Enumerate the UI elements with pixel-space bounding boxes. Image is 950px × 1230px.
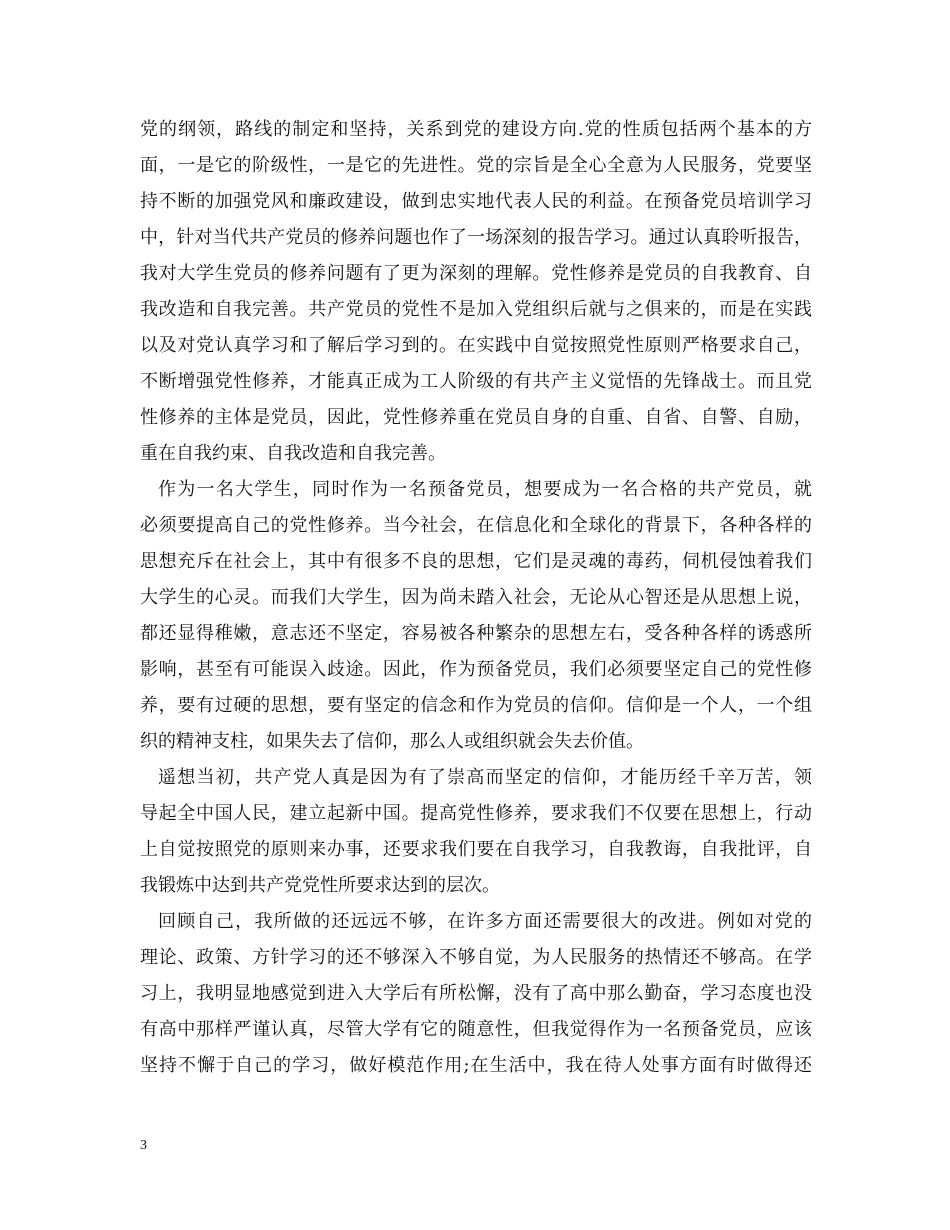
paragraph-1: [140, 112, 812, 472]
paragraph-3: [140, 760, 812, 904]
text-line: 有高中那样严谨认真，尽管大学有它的随意性，但我觉得作为一名预备党员，应该: [140, 1019, 812, 1040]
text-line: 都还显得稚嫩，意志还不坚定，容易被各种繁杂的思想左右，受各种各样的诱惑所: [140, 623, 812, 644]
body-text: [140, 112, 812, 1084]
text-line: 坚持不懈于自己的学习，做好模范作用;在生活中，我在待人处事方面有时做得还: [140, 1055, 812, 1076]
text-line: 不断增强党性修养，才能真正成为工人阶级的有共产主义觉悟的先锋战士。而且党: [140, 371, 812, 392]
text-line: 面，一是它的阶级性，一是它的先进性。党的宗旨是全心全意为人民服务，党要坚: [140, 155, 812, 176]
text-line: 我对大学生党员的修养问题有了更为深刻的理解。党性修养是党员的自我教育、自: [140, 263, 812, 284]
text-line: 理论、政策、方针学习的还不够深入不够自觉，为人民服务的热情还不够高。在学: [140, 947, 812, 968]
text-line: 重在自我约束、自我改造和自我完善。: [140, 443, 446, 464]
text-line: 中，针对当代共产党员的修养问题也作了一场深刻的报告学习。通过认真聆听报告，: [140, 227, 812, 248]
text-line: 思想充斥在社会上，其中有很多不良的思想，它们是灵魂的毒药，伺机侵蚀着我们: [140, 551, 812, 572]
text-line: 习上，我明显地感觉到进入大学后有所松懈，没有了高中那么勤奋，学习态度也没: [140, 983, 812, 1004]
paragraph-2: [140, 472, 812, 760]
text-line: 养，要有过硬的思想，要有坚定的信念和作为党员的信仰。信仰是一个人，一个组: [140, 695, 812, 716]
text-line: 持不断的加强党风和廉政建设，做到忠实地代表人民的利益。在预备党员培训学习: [140, 191, 812, 212]
text-line: 上自觉按照党的原则来办事，还要求我们要在自我学习，自我教诲，自我批评，自: [140, 839, 812, 860]
text-line: 以及对党认真学习和了解后学习到的。在实践中自觉按照党性原则严格要求自己，: [140, 335, 812, 356]
text-line: 作为一名大学生，同时作为一名预备党员，想要成为一名合格的共产党员，就: [158, 479, 812, 500]
text-line: 必须要提高自己的党性修养。当今社会，在信息化和全球化的背景下，各种各样的: [140, 515, 812, 536]
text-line: 性修养的主体是党员，因此，党性修养重在党员自身的自重、自省、自警、自励，: [140, 407, 812, 428]
text-line: 遥想当初，共产党人真是因为有了崇高而坚定的信仰，才能历经千辛万苦，领: [158, 767, 812, 788]
text-line: 我改造和自我完善。共产党员的党性不是加入党组织后就与之俱来的，而是在实践: [140, 299, 812, 320]
text-line: 织的精神支柱，如果失去了信仰，那么人或组织就会失去价值。: [140, 731, 644, 752]
text-line: 回顾自己，我所做的还远远不够，在许多方面还需要很大的改进。例如对党的: [158, 911, 812, 932]
text-line: 大学生的心灵。而我们大学生，因为尚未踏入社会，无论从心智还是从思想上说，: [140, 587, 812, 608]
text-line: 影响，甚至有可能误入歧途。因此，作为预备党员，我们必须要坚定自己的党性修: [140, 659, 812, 680]
text-line: 党的纲领，路线的制定和坚持，关系到党的建设方向.党的性质包括两个基本的方: [140, 119, 812, 140]
text-line: 我锻炼中达到共产党党性所要求达到的层次。: [140, 875, 500, 896]
paragraph-4: [140, 904, 812, 1084]
text-line: 导起全中国人民，建立起新中国。提高党性修养，要求我们不仅要在思想上，行动: [140, 803, 812, 824]
page-number: 3: [140, 1138, 147, 1153]
